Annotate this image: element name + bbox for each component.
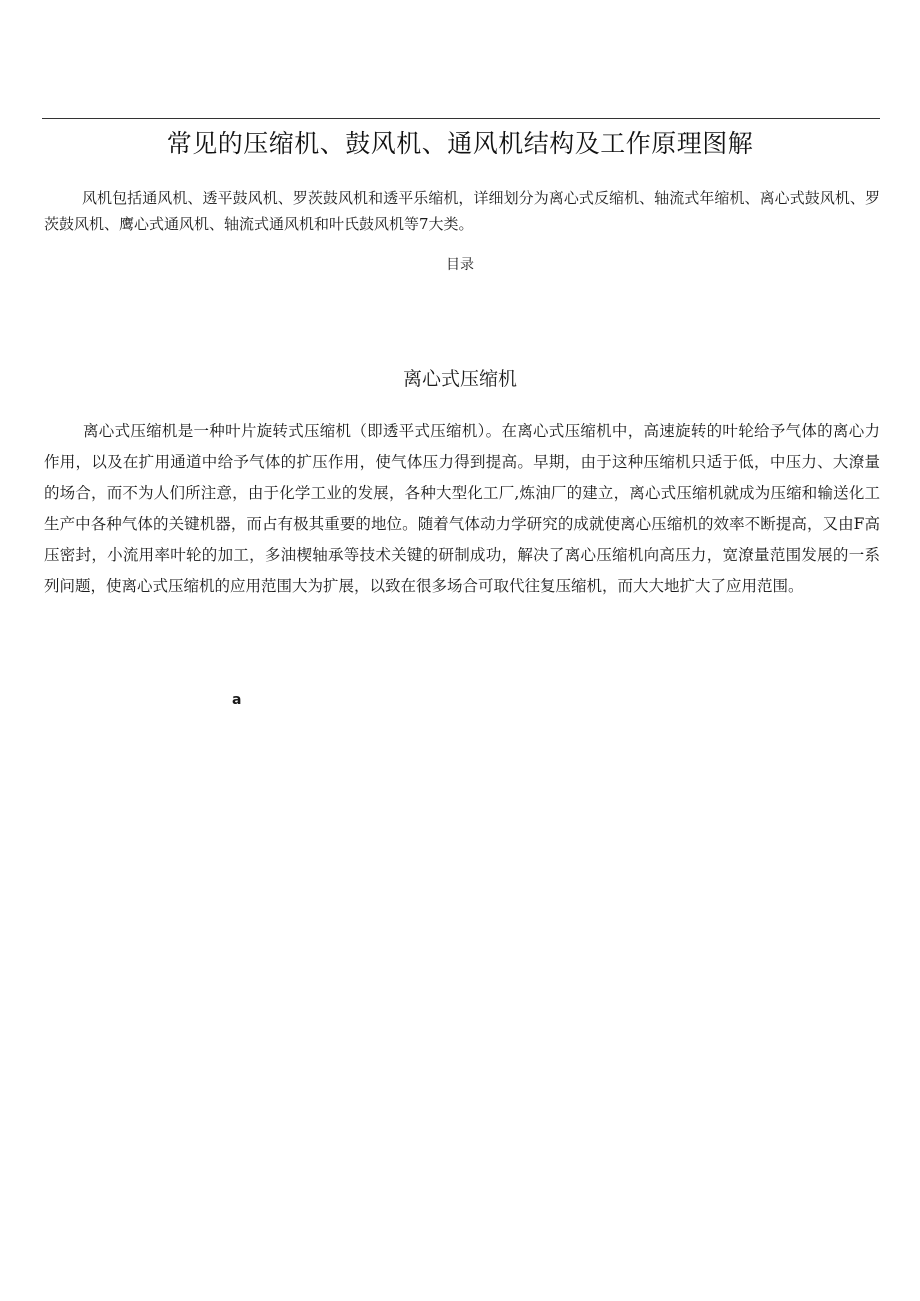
table-of-contents-label: 目录 <box>446 257 474 273</box>
figure-label: a <box>232 692 242 708</box>
header-rule <box>42 118 880 119</box>
section-body-paragraph: 离心式压缩机是一种叶片旋转式压缩机（即透平式压缩机）。在离心式压缩机中，高速旋转的叶轮给予气体的离心力作用，以及在扩用通道中给予气体的扩压作用，使气体压力得到提高。早期，由于这种压缩机只适于低，中压力、大潦量的场合，而不为人们所注意，由于化学工业的发展，各种大型化工厂,炼油厂的建立，离心式压缩机就成为压缩和输送化工生产中各种气体的关键机器，而占有极其重要的地位。随着气体动力学研究的成就使离心压缩机的效率不断提高，又由F高压密封，小流用率叶轮的加工，多油楔轴承等技术关键的研制成功，解决了离心压缩机向高压力，宽潦量范围发展的一系列问题，使离心式压缩机的应用范围大为扩展，以致在很多场合可取代往复压缩机，而大大地扩大了应用范围。 <box>44 422 880 595</box>
section-heading: 离心式压缩机 <box>402 368 517 390</box>
intro-paragraph: 风机包括通风机、透平鼓风机、罗茨鼓风机和透平乐缩机，详细划分为离心式反缩机、轴流式年缩机、离心式鼓风机、罗茨鼓风机、鹰心式通风机、轴流式通风机和叶氏鼓风机等7大类。 <box>44 189 880 233</box>
document-title: 常见的压缩机、鼓风机、通风机结构及工作原理图解 <box>166 129 754 158</box>
